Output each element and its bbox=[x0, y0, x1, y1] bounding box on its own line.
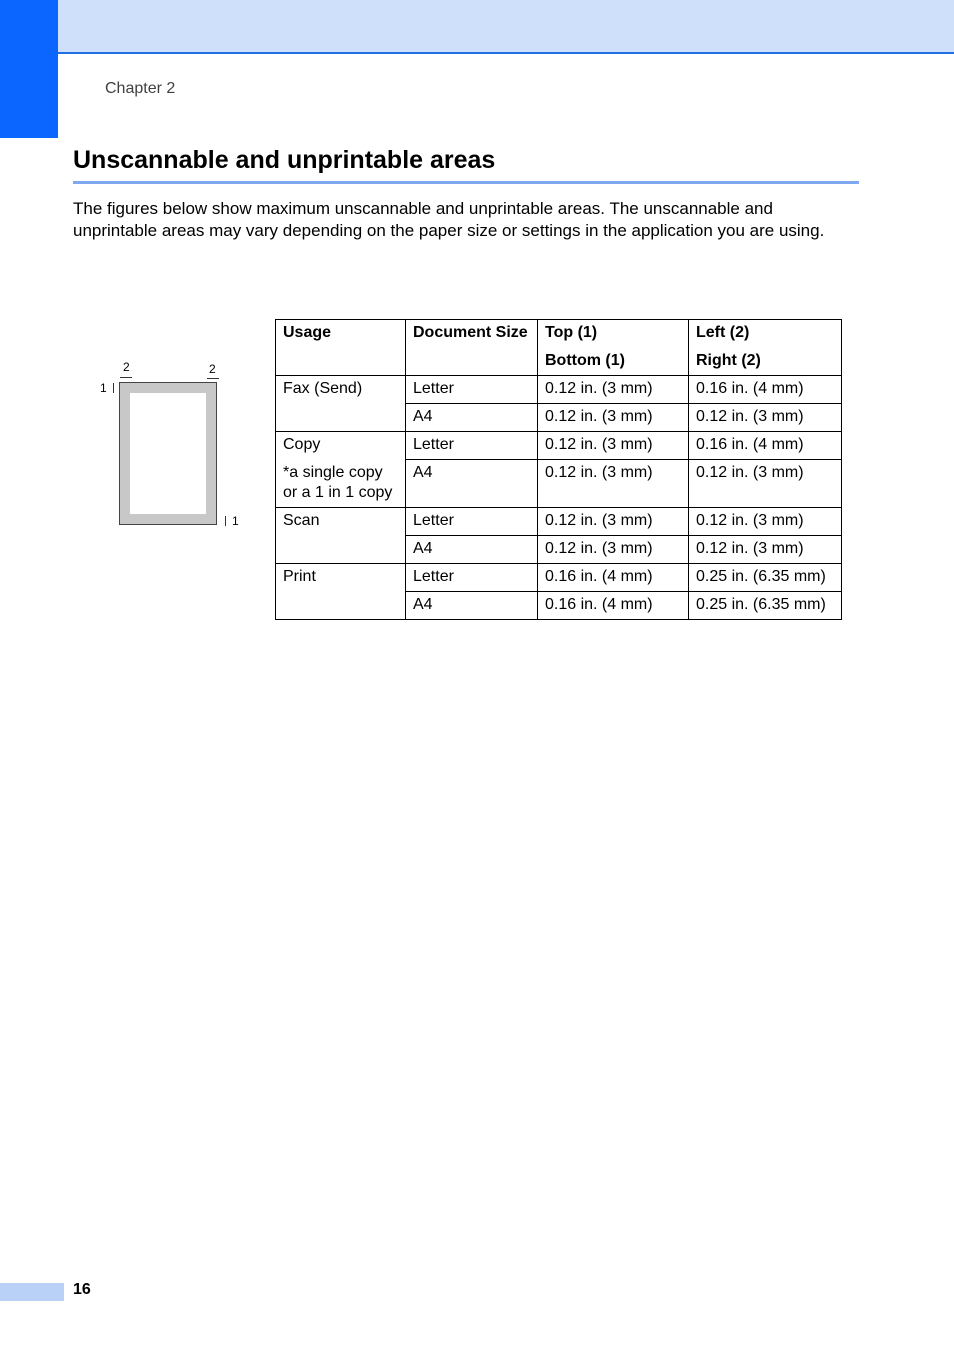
section-title: Unscannable and unprintable areas bbox=[73, 146, 496, 174]
top-bottom-cell: 0.12 in. (3 mm) bbox=[538, 460, 689, 508]
usage-note: *a single copy or a 1 in 1 copy bbox=[283, 464, 393, 501]
title-underline bbox=[73, 181, 859, 184]
left-right-cell: 0.12 in. (3 mm) bbox=[689, 460, 842, 508]
top-bottom-cell: 0.16 in. (4 mm) bbox=[538, 564, 689, 592]
table-row bbox=[276, 564, 842, 592]
usage-cell bbox=[276, 432, 406, 508]
usage-cell: Print bbox=[276, 564, 406, 620]
header-usage: Usage bbox=[276, 320, 406, 376]
top-bottom-cell: 0.12 in. (3 mm) bbox=[538, 404, 689, 432]
figure-label-bottom-margin: 1 bbox=[232, 514, 239, 528]
table-row bbox=[276, 376, 842, 404]
size-cell: A4 bbox=[406, 536, 538, 564]
bottom-margin-marker bbox=[225, 516, 226, 526]
header-band bbox=[0, 0, 954, 54]
header-top: Top (1) bbox=[545, 324, 598, 341]
usage-cell: Scan bbox=[276, 508, 406, 564]
unprintable-area-figure bbox=[94, 360, 254, 535]
size-cell: A4 bbox=[406, 460, 538, 508]
printable-area bbox=[130, 393, 206, 514]
table-header-row bbox=[276, 320, 842, 376]
top-bottom-cell: 0.12 in. (3 mm) bbox=[538, 376, 689, 404]
margins-table bbox=[275, 319, 842, 620]
page-number: 16 bbox=[73, 1281, 91, 1298]
top-margin-marker bbox=[113, 383, 114, 393]
header-top-bottom bbox=[538, 320, 689, 376]
left-right-cell: 0.25 in. (6.35 mm) bbox=[689, 564, 842, 592]
size-cell: Letter bbox=[406, 432, 538, 460]
left-right-cell: 0.16 in. (4 mm) bbox=[689, 432, 842, 460]
left-margin-marker bbox=[120, 377, 132, 378]
header-bottom: Bottom (1) bbox=[545, 352, 625, 369]
size-cell: A4 bbox=[406, 404, 538, 432]
figure-label-top-margin: 1 bbox=[100, 381, 107, 395]
paper-sheet bbox=[119, 382, 217, 525]
top-bottom-cell: 0.12 in. (3 mm) bbox=[538, 432, 689, 460]
top-bottom-cell: 0.16 in. (4 mm) bbox=[538, 592, 689, 620]
top-bottom-cell: 0.12 in. (3 mm) bbox=[538, 536, 689, 564]
left-right-cell: 0.12 in. (3 mm) bbox=[689, 536, 842, 564]
size-cell: Letter bbox=[406, 376, 538, 404]
header-right: Right (2) bbox=[696, 352, 761, 369]
table-row bbox=[276, 432, 842, 460]
left-right-cell: 0.12 in. (3 mm) bbox=[689, 508, 842, 536]
header-document-size: Document Size bbox=[406, 320, 538, 376]
usage-cell: Fax (Send) bbox=[276, 376, 406, 432]
chapter-label: Chapter 2 bbox=[105, 80, 176, 97]
figure-label-right-margin: 2 bbox=[209, 362, 216, 376]
table-row bbox=[276, 508, 842, 536]
usage-label: Copy bbox=[283, 436, 321, 453]
size-cell: Letter bbox=[406, 508, 538, 536]
top-bottom-cell: 0.12 in. (3 mm) bbox=[538, 508, 689, 536]
chapter-tab-marker bbox=[0, 0, 58, 138]
right-margin-marker bbox=[207, 378, 219, 379]
size-cell: A4 bbox=[406, 592, 538, 620]
header-left: Left (2) bbox=[696, 324, 750, 341]
size-cell: Letter bbox=[406, 564, 538, 592]
header-left-right bbox=[689, 320, 842, 376]
left-right-cell: 0.16 in. (4 mm) bbox=[689, 376, 842, 404]
left-right-cell: 0.12 in. (3 mm) bbox=[689, 404, 842, 432]
page-number-tab bbox=[0, 1283, 64, 1301]
figure-label-left-margin: 2 bbox=[123, 360, 130, 374]
left-right-cell: 0.25 in. (6.35 mm) bbox=[689, 592, 842, 620]
intro-paragraph: The figures below show maximum unscannable and unprintable areas. The unscannable and unprintable areas may vary depending on the paper size or settings in the application you are using. bbox=[73, 199, 825, 240]
